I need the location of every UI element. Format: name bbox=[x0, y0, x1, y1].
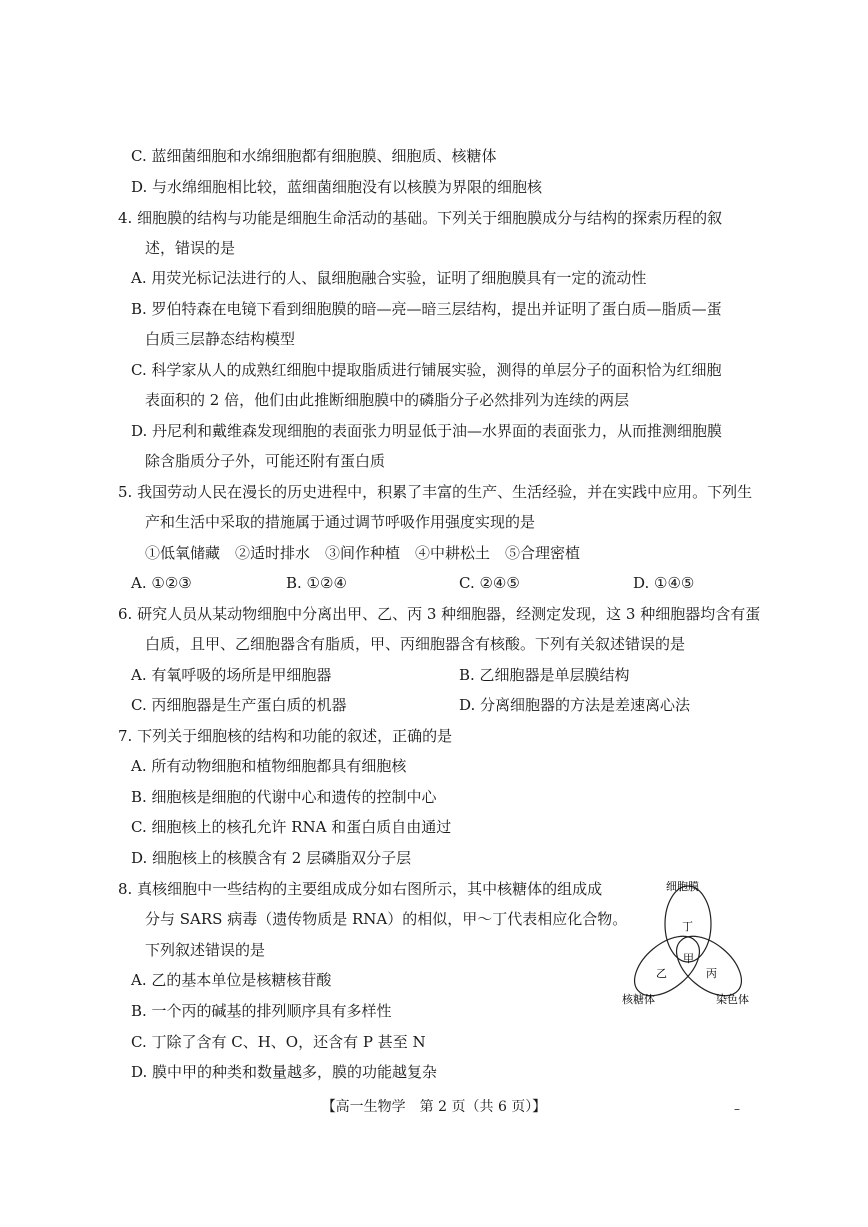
q8-option-d: D. 膜中甲的种类和数量越多，膜的功能越复杂 bbox=[131, 1063, 438, 1081]
q7-option-a: A. 所有动物细胞和植物细胞都具有细胞核 bbox=[131, 757, 407, 775]
q5-items: ①低氧储藏 ②适时排水 ③间作种植 ④中耕松土 ⑤合理密植 bbox=[145, 544, 581, 562]
q6-option-b: B. 乙细胞器是单层膜结构 bbox=[459, 666, 630, 684]
q4-option-b: B. 罗伯特森在电镜下看到细胞膜的暗—亮—暗三层结构，提出并证明了蛋白质—脂质—蛋 bbox=[131, 300, 722, 318]
label-yi: 乙 bbox=[656, 967, 667, 980]
q4-stem-cont: 述，错误的是 bbox=[145, 239, 236, 257]
q5-stem: 5. 我国劳动人民在漫长的历史进程中，积累了丰富的生产、生活经验，并在实践中应用。下列生 bbox=[118, 483, 753, 501]
q6-option-d: D. 分离细胞器的方法是差速离心法 bbox=[459, 696, 691, 714]
q8-option-b: B. 一个丙的碱基的排列顺序具有多样性 bbox=[131, 1002, 392, 1020]
q4-option-a: A. 用荧光标记法进行的人、鼠细胞融合实验，证明了细胞膜具有一定的流动性 bbox=[131, 269, 647, 287]
q7-option-c: C. 细胞核上的核孔允许 RNA 和蛋白质自由通过 bbox=[131, 818, 452, 836]
q6-stem-cont: 白质，且甲、乙细胞器含有脂质，甲、丙细胞器含有核酸。下列有关叙述错误的是 bbox=[145, 635, 686, 653]
label-jia: 甲 bbox=[683, 952, 694, 965]
q8-stem-cont2: 下列叙述错误的是 bbox=[145, 941, 266, 959]
label-cell-membrane: 细胞膜 bbox=[666, 880, 699, 893]
q6-option-c: C. 丙细胞器是生产蛋白质的机器 bbox=[131, 696, 347, 714]
q3-option-d: D. 与水绵细胞相比较，蓝细菌细胞没有以核膜为界限的细胞核 bbox=[131, 178, 543, 196]
venn-diagram bbox=[612, 876, 762, 1016]
q5-stem-cont: 产和生活中采取的措施属于通过调节呼吸作用强度实现的是 bbox=[145, 513, 536, 531]
label-ding: 丁 bbox=[682, 920, 693, 933]
q8-stem-cont: 分与 SARS 病毒（遗传物质是 RNA）的相似，甲～丁代表相应化合物。 bbox=[145, 910, 628, 928]
q8-option-c: C. 丁除了含有 C、H、O，还含有 P 甚至 N bbox=[131, 1033, 426, 1051]
q4-stem: 4. 细胞膜的结构与功能是细胞生命活动的基础。下列关于细胞膜成分与结构的探索历程的叙 bbox=[118, 209, 723, 227]
q6-option-a: A. 有氧呼吸的场所是甲细胞器 bbox=[131, 666, 332, 684]
q7-option-b: B. 细胞核是细胞的代谢中心和遗传的控制中心 bbox=[131, 788, 437, 806]
q7-option-d: D. 细胞核上的核膜含有 2 层磷脂双分子层 bbox=[131, 849, 412, 867]
q5-option-b: B. ①②④ bbox=[286, 574, 347, 592]
label-bing: 丙 bbox=[706, 967, 717, 980]
q4-option-b-cont: 白质三层静态结构模型 bbox=[145, 330, 296, 348]
q7-stem: 7. 下列关于细胞核的结构和功能的叙述，正确的是 bbox=[118, 727, 453, 745]
q8-stem: 8. 真核细胞中一些结构的主要组成成分如右图所示，其中核糖体的组成成 bbox=[118, 880, 603, 898]
q8-option-a: A. 乙的基本单位是核糖核苷酸 bbox=[131, 971, 332, 989]
label-ribosome: 核糖体 bbox=[622, 993, 655, 1006]
q5-option-d: D. ①④⑤ bbox=[633, 574, 695, 592]
page-footer: 【高一生物学 第 2 页（共 6 页）】 bbox=[321, 1099, 547, 1115]
q4-option-c-cont: 表面积的 2 倍，他们由此推断细胞膜中的磷脂分子必然排列为连续的两层 bbox=[145, 391, 630, 409]
label-chromosome: 染色体 bbox=[716, 993, 749, 1006]
q4-option-d: D. 丹尼利和戴维森发现细胞的表面张力明显低于油—水界面的表面张力，从而推测细胞膜 bbox=[131, 422, 723, 440]
venn-svg bbox=[612, 876, 762, 1016]
q4-option-d-cont: 除含脂质分子外，可能还附有蛋白质 bbox=[145, 452, 386, 470]
footer-mark: – bbox=[734, 1102, 740, 1116]
q4-option-c: C. 科学家从人的成熟红细胞中提取脂质进行铺展实验，测得的单层分子的面积恰为红细胞 bbox=[131, 361, 722, 379]
q5-option-c: C. ②④⑤ bbox=[459, 574, 520, 592]
q3-option-c: C. 蓝细菌细胞和水绵细胞都有细胞膜、细胞质、核糖体 bbox=[131, 147, 497, 165]
q6-stem: 6. 研究人员从某动物细胞中分离出甲、乙、丙 3 种细胞器，经测定发现，这 3 种细胞器均含有蛋 bbox=[118, 605, 761, 623]
q5-option-a: A. ①②③ bbox=[131, 574, 192, 592]
